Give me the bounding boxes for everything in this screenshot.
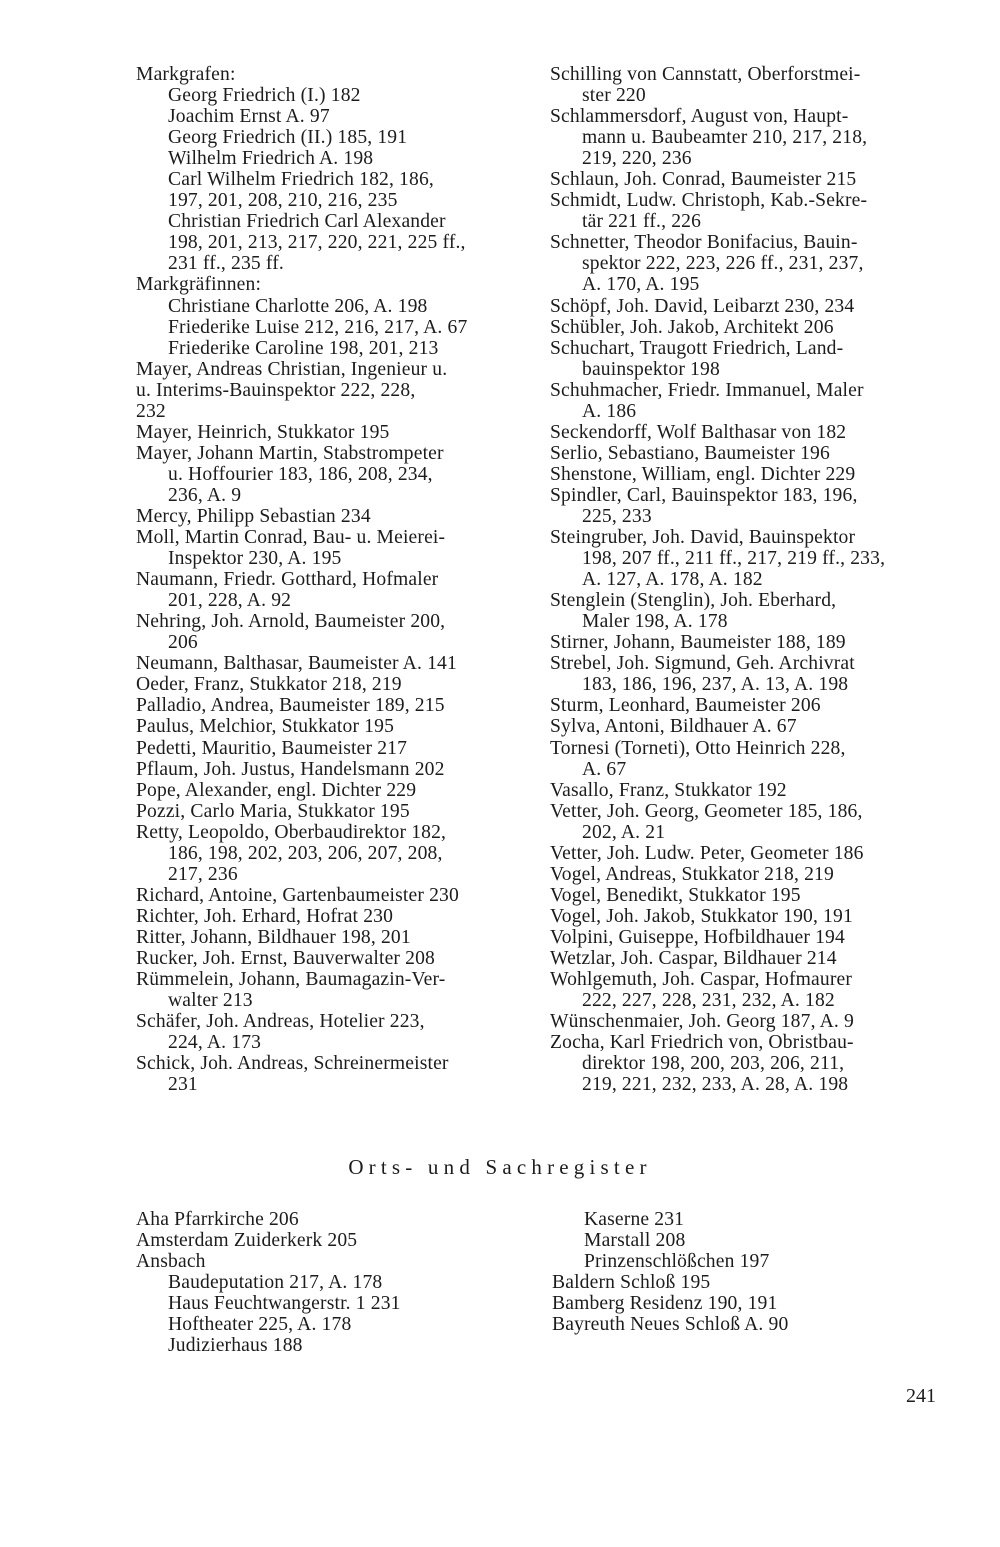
index-entry-line: Mercy, Philipp Sebastian 234 [136, 505, 371, 527]
index-entry-line: Mayer, Andreas Christian, Ingenieur u. [136, 358, 448, 380]
index-entry-line: Schübler, Joh. Jakob, Architekt 206 [550, 316, 834, 338]
index-entry-line: Pflaum, Joh. Justus, Handelsmann 202 [136, 758, 445, 780]
index-entry-line: Maler 198, A. 178 [582, 611, 728, 633]
index-entry-line: Schick, Joh. Andreas, Schreinermeister [136, 1053, 449, 1075]
index-entry-line: Nehring, Joh. Arnold, Baumeister 200, [136, 611, 446, 633]
index-entry-line: 186, 198, 202, 203, 206, 207, 208, [168, 842, 443, 864]
index-entry-line: Marstall 208 [584, 1230, 686, 1252]
index-entry-line: Wilhelm Friedrich A. 198 [168, 148, 374, 170]
index-entry-line: Baudeputation 217, A. 178 [168, 1272, 383, 1294]
index-entry-line: u. Interims-Bauinspektor 222, 228, [136, 379, 416, 401]
index-entry-line: Oeder, Franz, Stukkator 218, 219 [136, 674, 402, 696]
index-entry-line: Moll, Martin Conrad, Bau- u. Meierei- [136, 527, 446, 549]
index-entry-line: Pope, Alexander, engl. Dichter 229 [136, 779, 417, 801]
index-entry-line: Schlaun, Joh. Conrad, Baumeister 215 [550, 169, 857, 191]
index-entry-line: 183, 186, 196, 237, A. 13, A. 198 [582, 674, 849, 696]
index-entry-line: 219, 220, 236 [582, 148, 692, 170]
index-entry-line: Vetter, Joh. Georg, Geometer 185, 186, [550, 800, 863, 822]
index-entry-line: 232 [136, 400, 166, 422]
index-entry-line: 201, 228, A. 92 [168, 590, 292, 612]
index-entry-line: Paulus, Melchior, Stukkator 195 [136, 716, 395, 738]
index-entry-line: Schuhmacher, Friedr. Immanuel, Maler [550, 379, 864, 401]
person-index-right-column [550, 64, 942, 1095]
index-entry-line: 217, 236 [168, 863, 238, 885]
index-entry-line: Friederike Caroline 198, 201, 213 [168, 337, 439, 359]
index-entry-line: Tornesi (Torneti), Otto Heinrich 228, [550, 737, 846, 759]
index-entry-line: Ritter, Johann, Bildhauer 198, 201 [136, 926, 411, 948]
index-entry-line: 202, A. 21 [582, 821, 666, 843]
index-entry-line: Kaserne 231 [584, 1209, 685, 1230]
index-entry-line: Seckendorff, Wolf Balthasar von 182 [550, 421, 847, 443]
index-entry-line: Georg Friedrich (I.) 182 [168, 85, 361, 107]
index-entry-line: Pozzi, Carlo Maria, Stukkator 195 [136, 800, 410, 822]
index-entry-line: Bamberg Residenz 190, 191 [552, 1293, 778, 1315]
index-entry-line: Zocha, Karl Friedrich von, Obristbau- [550, 1032, 854, 1054]
index-entry-line: Rucker, Joh. Ernst, Bauverwalter 208 [136, 947, 435, 969]
index-entry-line: Christiane Charlotte 206, A. 198 [168, 295, 428, 317]
index-entry-line: Schmidt, Ludw. Christoph, Kab.-Sekre- [550, 190, 868, 212]
index-entry-line: Richard, Antoine, Gartenbaumeister 230 [136, 884, 459, 906]
index-entry-line: Spindler, Carl, Bauinspektor 183, 196, [550, 484, 858, 506]
index-entry-line: Hoftheater 225, A. 178 [168, 1314, 352, 1336]
index-entry-line: Sylva, Antoni, Bildhauer A. 67 [550, 716, 797, 738]
index-entry-line: Vogel, Andreas, Stukkator 218, 219 [550, 863, 834, 885]
index-entry-line: Schnetter, Theodor Bonifacius, Bauin- [550, 232, 858, 254]
index-entry-line: Rümmelein, Johann, Baumagazin-Ver- [136, 969, 446, 991]
index-entry-line: Bayreuth Neues Schloß A. 90 [552, 1314, 789, 1336]
place-index-left-column [136, 1209, 526, 1356]
index-entry-line: Sturm, Leonhard, Baumeister 206 [550, 695, 821, 717]
index-entry-line: Pedetti, Mauritio, Baumeister 217 [136, 737, 408, 759]
index-entry-line: Ansbach [136, 1251, 206, 1273]
index-entry-line: Stenglein (Stenglin), Joh. Eberhard, [550, 590, 837, 612]
index-entry-line: 231 ff., 235 ff. [168, 253, 284, 275]
index-entry-line: Schuchart, Traugott Friedrich, Land- [550, 337, 844, 359]
index-entry-line: Palladio, Andrea, Baumeister 189, 215 [136, 695, 445, 717]
index-entry-line: tär 221 ff., 226 [582, 211, 702, 233]
index-entry-line: 224, A. 173 [168, 1032, 262, 1054]
index-entry-line: 236, A. 9 [168, 484, 242, 506]
index-entry-line: A. 67 [582, 758, 627, 780]
index-entry-line: direktor 198, 200, 203, 206, 211, [582, 1053, 845, 1075]
index-entry-line: Stirner, Johann, Baumeister 188, 189 [550, 632, 846, 654]
index-entry-line: Amsterdam Zuiderkerk 205 [136, 1230, 358, 1252]
index-entry-line: A. 127, A. 178, A. 182 [582, 569, 763, 591]
index-entry-line: Schlammersdorf, August von, Haupt- [550, 106, 849, 128]
index-entry-line: u. Hoffourier 183, 186, 208, 234, [168, 463, 433, 485]
index-entry-line: 198, 207 ff., 211 ff., 217, 219 ff., 233, [582, 548, 886, 570]
index-entry-line: Steingruber, Joh. David, Bauinspektor [550, 527, 856, 549]
index-entry-line: Vasallo, Franz, Stukkator 192 [550, 779, 787, 801]
index-entry-line: Christian Friedrich Carl Alexander [168, 211, 446, 233]
index-entry-line: Schilling von Cannstatt, Oberforstmei- [550, 64, 861, 85]
index-entry-line: Judizierhaus 188 [168, 1335, 303, 1357]
index-entry-line: 225, 233 [582, 505, 652, 527]
index-entry-line: 231 [168, 1074, 198, 1096]
section-heading: Orts- und Sachregister [348, 1155, 652, 1179]
index-entry-line: 198, 201, 213, 217, 220, 221, 225 ff., [168, 232, 466, 254]
index-entry-line: 197, 201, 208, 210, 216, 235 [168, 190, 398, 212]
index-entry-line: A. 170, A. 195 [582, 274, 700, 296]
index-entry-line: Markgräfinnen: [136, 274, 262, 296]
index-entry-line: ster 220 [582, 85, 646, 107]
index-entry-line: A. 186 [582, 400, 637, 422]
index-entry-line: spektor 222, 223, 226 ff., 231, 237, [582, 253, 864, 275]
index-entry-line: Georg Friedrich (II.) 185, 191 [168, 127, 408, 149]
index-entry-line: Mayer, Johann Martin, Stabstrompeter [136, 442, 444, 464]
index-entry-line: Friederike Luise 212, 216, 217, A. 67 [168, 316, 468, 338]
index-entry-line: Wohlgemuth, Joh. Caspar, Hofmaurer [550, 969, 853, 991]
page-number: 241 [906, 1385, 936, 1407]
index-entry-line: Volpini, Guiseppe, Hofbildhauer 194 [550, 926, 845, 948]
index-entry-line: Neumann, Balthasar, Baumeister A. 141 [136, 653, 457, 675]
index-entry-line: Aha Pfarrkirche 206 [136, 1209, 299, 1230]
index-entry-line: 222, 227, 228, 231, 232, A. 182 [582, 990, 835, 1012]
index-entry-line: Richter, Joh. Erhard, Hofrat 230 [136, 905, 394, 927]
index-entry-line: Schäfer, Joh. Andreas, Hotelier 223, [136, 1011, 425, 1033]
index-entry-line: Shenstone, William, engl. Dichter 229 [550, 463, 856, 485]
index-entry-line: Joachim Ernst A. 97 [168, 106, 330, 128]
index-entry-line: Serlio, Sebastiano, Baumeister 196 [550, 442, 830, 464]
index-entry-line: Wetzlar, Joh. Caspar, Bildhauer 214 [550, 947, 837, 969]
index-entry-line: Baldern Schloß 195 [552, 1272, 711, 1294]
index-entry-line: bauinspektor 198 [582, 358, 720, 380]
index-entry-line: Schöpf, Joh. David, Leibarzt 230, 234 [550, 295, 855, 317]
index-entry-line: 206 [168, 632, 198, 654]
person-index-left-column [136, 64, 524, 1095]
index-entry-line: Prinzenschlößchen 197 [584, 1251, 770, 1273]
index-entry-line: Vogel, Benedikt, Stukkator 195 [550, 884, 801, 906]
index-entry-line: mann u. Baubeamter 210, 217, 218, [582, 127, 868, 149]
index-entry-line: Naumann, Friedr. Gotthard, Hofmaler [136, 569, 439, 591]
index-entry-line: Inspektor 230, A. 195 [168, 548, 342, 570]
index-entry-line: Retty, Leopoldo, Oberbaudirektor 182, [136, 821, 447, 843]
index-entry-line: Vogel, Joh. Jakob, Stukkator 190, 191 [550, 905, 853, 927]
index-entry-line: Haus Feuchtwangerstr. 1 231 [168, 1293, 401, 1315]
index-entry-line: Mayer, Heinrich, Stukkator 195 [136, 421, 390, 443]
place-index-right-column [552, 1209, 942, 1335]
index-entry-line: Markgrafen: [136, 64, 236, 85]
index-entry-line: walter 213 [168, 990, 253, 1012]
index-entry-line: 219, 221, 232, 233, A. 28, A. 198 [582, 1074, 849, 1096]
index-entry-line: Strebel, Joh. Sigmund, Geh. Archivrat [550, 653, 855, 675]
index-entry-line: Wünschenmaier, Joh. Georg 187, A. 9 [550, 1011, 854, 1033]
index-entry-line: Vetter, Joh. Ludw. Peter, Geometer 186 [550, 842, 864, 864]
index-entry-line: Carl Wilhelm Friedrich 182, 186, [168, 169, 434, 191]
